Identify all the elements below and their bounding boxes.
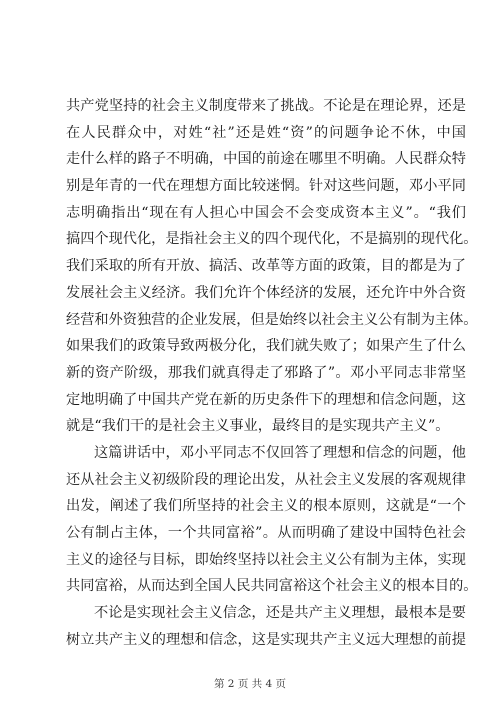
paragraph — [66, 600, 466, 653]
text-line: 共产党坚持的社会主义制度带来了挑战。不论是在理论界，还是 — [66, 98, 466, 114]
page-footer: 第 2 页 共 4 页 — [213, 678, 287, 690]
text-line: 如果我们的政策导致两极分化，我们就失败了；如果产生了什么 — [66, 338, 466, 355]
text-line: 走什么样的路子不明确，中国的前途在哪里不明确。人民群众特 — [66, 151, 466, 168]
document-body — [66, 93, 478, 653]
text-line: 定地明确了中国共产党在新的历史条件下的理想和信念问题，这 — [66, 391, 466, 408]
text-line: 我们采取的所有开放、搞活、改革等方面的政策，目的都是为了 — [66, 258, 466, 275]
text-line: 发展社会主义经济。我们允许个体经济的发展，还允许中外合资 — [66, 284, 466, 301]
text-line: 共同富裕，从而达到全国人民共同富裕这个社会主义的根本目的。 — [66, 578, 478, 595]
text-line: 经营和外资独营的企业发展，但是始终以社会主义公有制为主体。 — [66, 311, 478, 328]
text-line: 在人民群众中，对姓“社”还是姓“资”的问题争论不休，中国 — [66, 124, 466, 141]
text-line: 公有制占主体，一个共同富裕”。从而明确了建设中国特色社会 — [66, 525, 466, 541]
text-line: 志明确指出“现在有人担心中国会不会变成资本主义”。“我们 — [66, 204, 466, 221]
text-line: 树立共产主义的理想和信念，这是实现共产主义远大理想的前提 — [66, 631, 466, 648]
paragraph — [66, 93, 478, 440]
text-line: 这篇讲话中，邓小平同志不仅回答了理想和信念的问题，他 — [94, 444, 466, 461]
text-line: 不论是实现社会主义信念，还是共产主义理想，最根本是要 — [94, 605, 466, 622]
paragraph — [66, 440, 478, 600]
text-line: 出发，阐述了我们所坚持的社会主义的根本原则，这就是“一个 — [66, 498, 466, 515]
text-line: 主义的途径与目标，即始终坚持以社会主义公有制为主体，实现 — [66, 551, 466, 568]
text-line: 就是“我们干的是社会主义事业，最终目的是实现共产主义”。 — [66, 418, 450, 435]
text-line: 还从社会主义初级阶段的理论出发，从社会主义发展的客观规律 — [66, 471, 466, 488]
text-line: 新的资产阶级，那我们就真得走了邪路了”。邓小平同志非常坚 — [66, 364, 466, 381]
text-line: 搞四个现代化，是指社会主义的四个现代化，不是搞别的现代化。 — [66, 231, 478, 248]
text-line: 别是年青的一代在理想方面比较迷惘。针对这些问题，邓小平同 — [66, 178, 466, 195]
